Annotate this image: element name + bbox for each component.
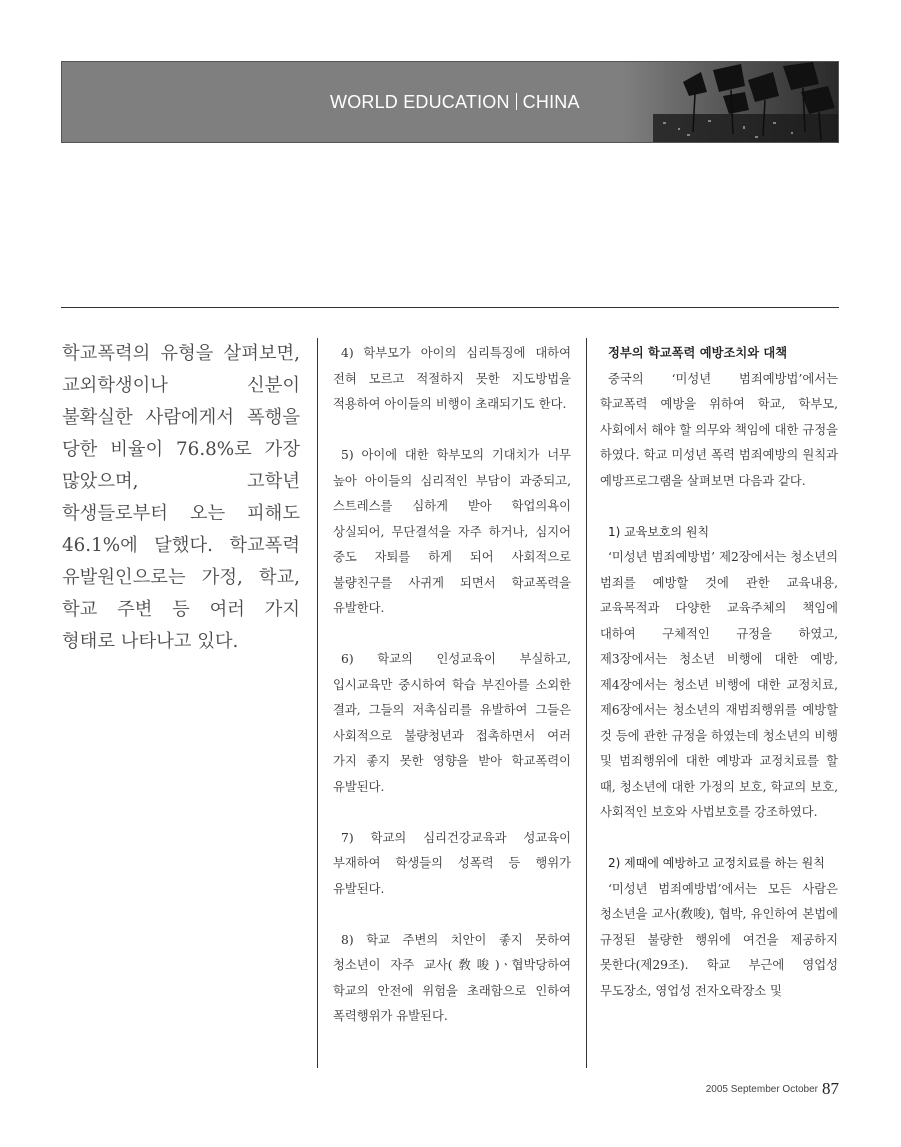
page-footer xyxy=(706,1079,839,1099)
header-banner xyxy=(61,61,839,143)
footer-date: 2005 September October xyxy=(705,1084,818,1095)
middle-column xyxy=(333,341,571,1055)
subsection-title: 2) 제때에 예방하고 교정치료를 하는 원칙 xyxy=(608,856,825,870)
page-number: 87 xyxy=(822,1079,839,1098)
paragraph: 4) 학부모가 아이의 심리특징에 대하여 전혀 모르고 적절하지 못한 지도방법을 적용하여 아이들의 비행이 초래되기도 한다. xyxy=(333,346,571,411)
paragraph: 8) 학교 주변의 치안이 좋지 못하여 청소년이 자주 교사(敎唆)ㆍ협박당하여 학교의 안전에 위험을 초래함으로 인하여 폭력행위가 유발된다. xyxy=(333,932,571,1023)
banner-title-right: CHINA xyxy=(522,92,580,112)
right-column xyxy=(600,341,838,1030)
paragraph: 중국의 ‘미성년 범죄예방법’에서는 학교폭력 예방을 위하여 학교, 학부모, 사회에서 해야 할 의무와 책임에 대한 규정을 하였다. 학교 미성년 폭력 범죄예방의 원칙과 예방프로그램을 살펴보면 다음과 같다. xyxy=(600,371,838,488)
paragraph: 6) 학교의 인성교육이 부실하고, 입시교육만 중시하여 학습 부진아를 소외한 결과, 그들의 저촉심리를 유발하여 그들은 사회적으로 불량청년과 접촉하면서 여러 가지 좋지 못한 영향을 받아 학교폭력이 유발된다. xyxy=(333,652,571,794)
section-heading: 정부의 학교폭력 예방조치와 대책 xyxy=(608,346,788,360)
paragraph: 5) 아이에 대한 학부모의 기대치가 너무 높아 아이들의 심리적인 부담이 과중되고, 스트레스를 심하게 받아 학업의욕이 상실되어, 무단결석을 자주 하거나, 심지어 중도 자퇴를 하게 되어 사회적으로 불량친구를 사귀게 되면서 학교폭력을 유발한다. xyxy=(333,448,571,615)
subsection-title: 1) 교육보호의 원칙 xyxy=(608,524,710,539)
column-divider xyxy=(317,338,318,1068)
paragraph: ‘미성년 범죄예방법’ 제2장에서는 청소년의 범죄를 예방할 것에 관한 교육내용, 교육목적과 다양한 교육주체의 책임에 대하여 구체적인 규정을 하였고, 제3장에서는 청소년 비행에 대한 예방, 제4장에서는 청소년 비행에 대한 교정치료, 제6장에서는 청소년의 재범죄행위를 예방할 것 등에 관한 규정을 하였는데 청소년의 비행 및 범죄행위에 대한 예방과 교정치료를 할 때, 청소년에 대한 가정의 보호, 학교의 보호, 사회적인 보호와 사법보호를 강조하였다. xyxy=(600,550,838,819)
banner-title xyxy=(330,92,580,113)
column-divider xyxy=(586,338,587,1068)
banner-photo-image xyxy=(623,62,838,142)
paragraph: ‘미성년 범죄예방법’에서는 모든 사람은 청소년을 교사(敎唆), 협박, 유인하여 본법에 규정된 불량한 행위에 여건을 제공하지 못한다(제29조). 학교 부근에 영업성 무도장소, 영업성 전자오락장소 및 xyxy=(600,881,838,998)
pull-quote: 학교폭력의 유형을 살펴보면, 교외학생이나 신분이 불확실한 사람에게서 폭행을 당한 비율이 76.8%로 가장 많았으며, 고학년 학생들로부터 오는 피해도 46.1%에 달했다. 학교폭력 유발원인으로는 가정, 학교, 학교 주변 등 여러 가지 형태로 나타나고 있다. xyxy=(62,343,300,652)
banner-separator xyxy=(516,93,517,110)
header-rule xyxy=(61,307,839,308)
banner-title-left: WORLD EDUCATION xyxy=(330,92,510,112)
paragraph: 7) 학교의 심리건강교육과 성교육이 부재하여 학생들의 성폭력 등 행위가 유발된다. xyxy=(333,830,571,896)
